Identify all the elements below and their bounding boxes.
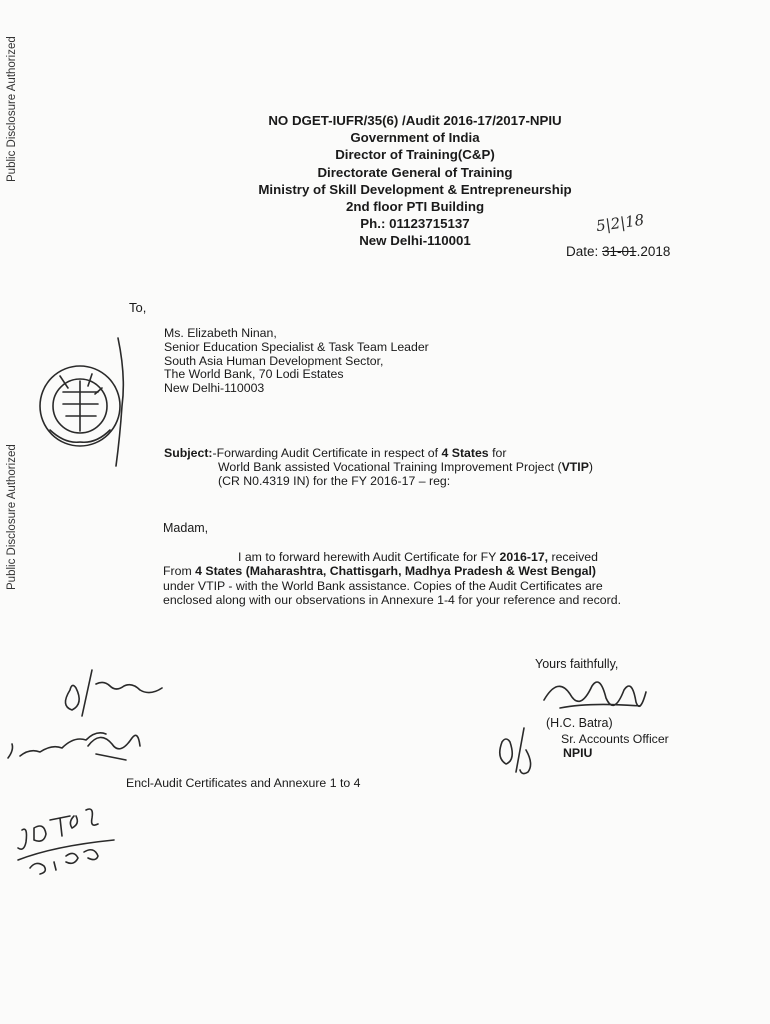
body-line1-b: received <box>548 550 598 564</box>
recipient-address <box>164 327 429 396</box>
recipient-name: Ms. Elizabeth Ninan, <box>164 326 277 340</box>
recipient-city: New Delhi-110003 <box>164 381 265 396</box>
recipient-sector: South Asia Human Development Sector, <box>164 353 384 368</box>
date-label: Date: <box>566 244 603 259</box>
subject-label: Subject: <box>164 446 213 460</box>
public-disclosure-label-top: Public Disclosure Authorized <box>6 36 18 182</box>
header-line-government: Government of India <box>350 130 480 146</box>
body-fy: 2016-17, <box>499 550 549 564</box>
salutation: Madam, <box>163 521 209 535</box>
header-line-ministry: Ministry of Skill Development & Entrepreneurship <box>258 181 572 197</box>
subject-states: 4 States <box>441 446 489 460</box>
handwritten-notes-left <box>0 660 180 780</box>
handwritten-initials-right <box>494 720 544 780</box>
body-states-list: 4 States (Maharashtra, Chattisgarh, Madhya Pradesh & West Bengal) <box>195 564 597 579</box>
signatory-unit: NPIU <box>563 746 593 760</box>
header-line-city: New Delhi-110001 <box>359 233 471 249</box>
body-paragraph <box>163 550 683 607</box>
closing-yours-faithfully: Yours faithfully, <box>535 657 619 671</box>
body-line1-a: I am to forward herewith Audit Certificate for FY <box>238 550 500 564</box>
date-remaining: .2018 <box>636 244 671 259</box>
recipient-title: Senior Education Specialist & Task Team Leader <box>164 339 429 354</box>
subject-line3: (CR N0.4319 IN) for the FY 2016-17 – reg: <box>218 474 451 488</box>
reference-number: NO DGET-IUFR/35(6) /Audit 2016-17/2017-NPIU <box>268 113 562 128</box>
enclosure-note: Encl-Audit Certificates and Annexure 1 to 4 <box>126 776 361 790</box>
header-line-director: Director of Training(C&P) <box>335 147 495 163</box>
header-line-directorate: Directorate General of Training <box>317 164 513 180</box>
letter-date <box>566 244 670 259</box>
handwritten-jdt-note <box>14 800 124 880</box>
signature <box>540 672 650 722</box>
body-line3: under VTIP - with the World Bank assistance. Copies of the Audit Certificates are <box>163 578 603 593</box>
letter-header <box>200 112 630 250</box>
subject-block <box>164 446 593 488</box>
subject-vtip: VTIP <box>561 460 589 474</box>
body-line2-a: From <box>163 564 196 579</box>
public-disclosure-label-middle: Public Disclosure Authorized <box>6 444 18 590</box>
office-seal-stamp <box>30 336 130 471</box>
signatory-designation: Sr. Accounts Officer <box>561 732 669 746</box>
to-label: To, <box>129 300 147 315</box>
subject-text-a: -Forwarding Audit Certificate in respect of <box>212 446 442 460</box>
subject-text-b: for <box>488 446 507 460</box>
recipient-org: The World Bank, 70 Lodi Estates <box>164 367 344 382</box>
date-struck-part: 31-01 <box>602 244 637 259</box>
header-line-phone: Ph.: 01123715137 <box>360 216 470 232</box>
subject-line2-a: World Bank assisted Vocational Training Improvement Project ( <box>218 460 562 474</box>
handwritten-date: 5|2|18 <box>594 210 646 236</box>
subject-line2-b: ) <box>588 460 594 474</box>
header-line-floor: 2nd floor PTI Building <box>345 199 485 215</box>
body-line4: enclosed along with our observations in Annexure 1-4 for your reference and record. <box>163 592 621 607</box>
signatory-name: (H.C. Batra) <box>546 716 613 730</box>
